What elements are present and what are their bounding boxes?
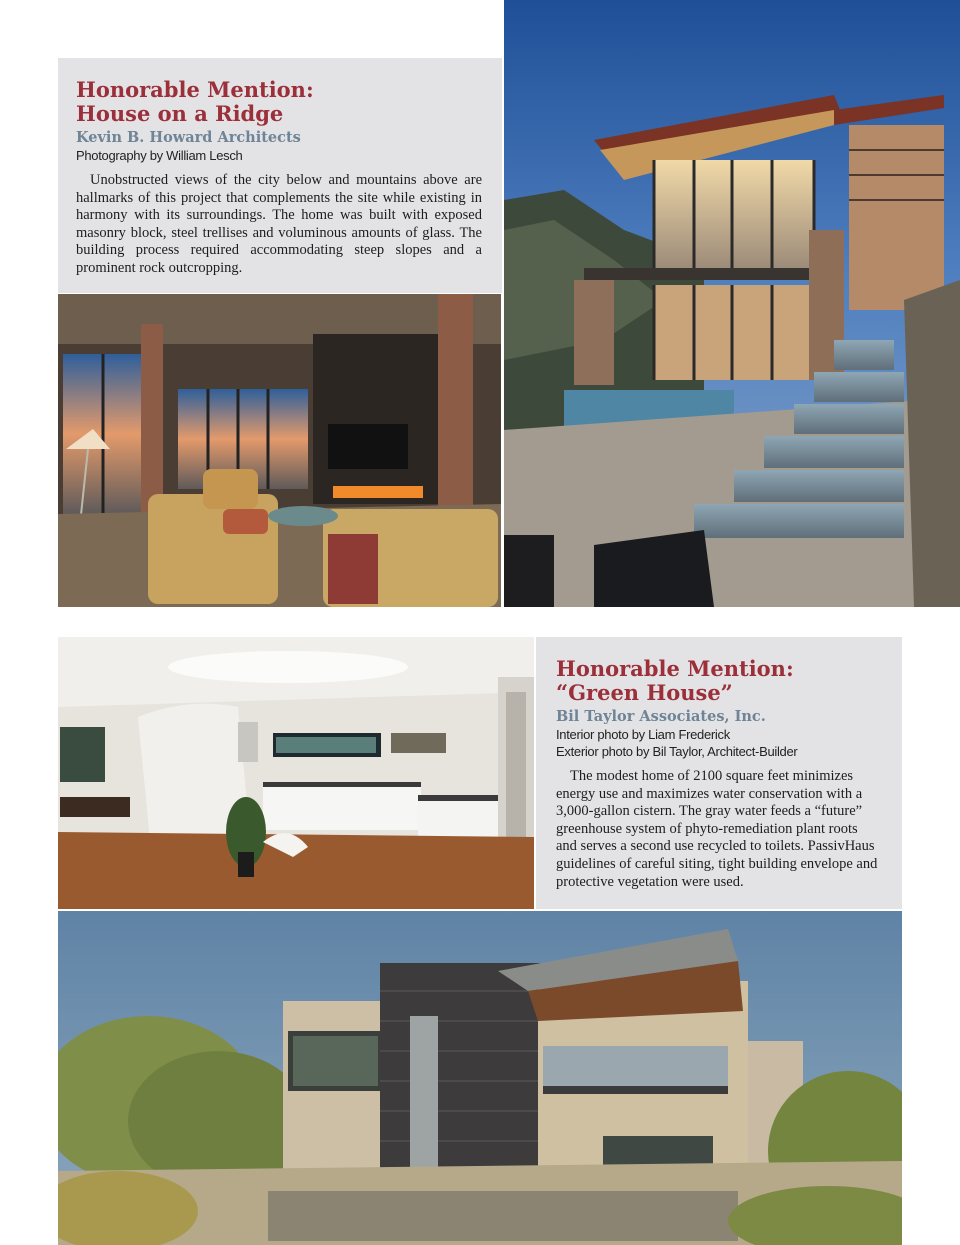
greenhouse-title-line2: “Green House” — [556, 680, 733, 705]
ridge-interior-photo — [58, 294, 501, 607]
greenhouse-interior-photo — [58, 637, 534, 909]
ridge-title-line1: Honorable Mention: — [76, 77, 314, 102]
ridge-body-text: Unobstructed views of the city below and mountains above are hallmarks of this project that complements the site while existing in harmony with its surroundings. The home was built with exposed masonry block, steel trellises and voluminous amounts of glass. The building process required accommodating steep slopes and a prominent rock outcropping. — [76, 172, 482, 276]
ridge-photo-credit: Photography by William Lesch — [76, 148, 243, 163]
greenhouse-credit-interior: Interior photo by Liam Frederick — [556, 727, 730, 742]
greenhouse-body-text: The modest home of 2100 square feet minimizes energy use and maximizes water conservation with a 3,000-gallon cistern. The gray water feeds a “future” greenhouse system of phyto-remediation plant roots and serves a second use recycled to toilets. PassivHaus guidelines of careful siting, tight building envelope and protective vegetation were used. — [556, 768, 878, 890]
greenhouse-text-panel — [536, 637, 902, 909]
greenhouse-exterior-photo — [58, 911, 902, 1245]
ridge-title — [76, 78, 482, 126]
ridge-firm: Kevin B. Howard Architects — [76, 129, 301, 146]
greenhouse-firm: Bil Taylor Associates, Inc. — [556, 708, 766, 725]
ridge-title-line2: House on a Ridge — [76, 101, 284, 126]
greenhouse-title — [556, 657, 882, 705]
ridge-exterior-photo — [504, 0, 960, 607]
ridge-text-panel — [58, 58, 502, 293]
greenhouse-title-line1: Honorable Mention: — [556, 656, 794, 681]
greenhouse-credit-exterior: Exterior photo by Bil Taylor, Architect-Builder — [556, 744, 798, 759]
